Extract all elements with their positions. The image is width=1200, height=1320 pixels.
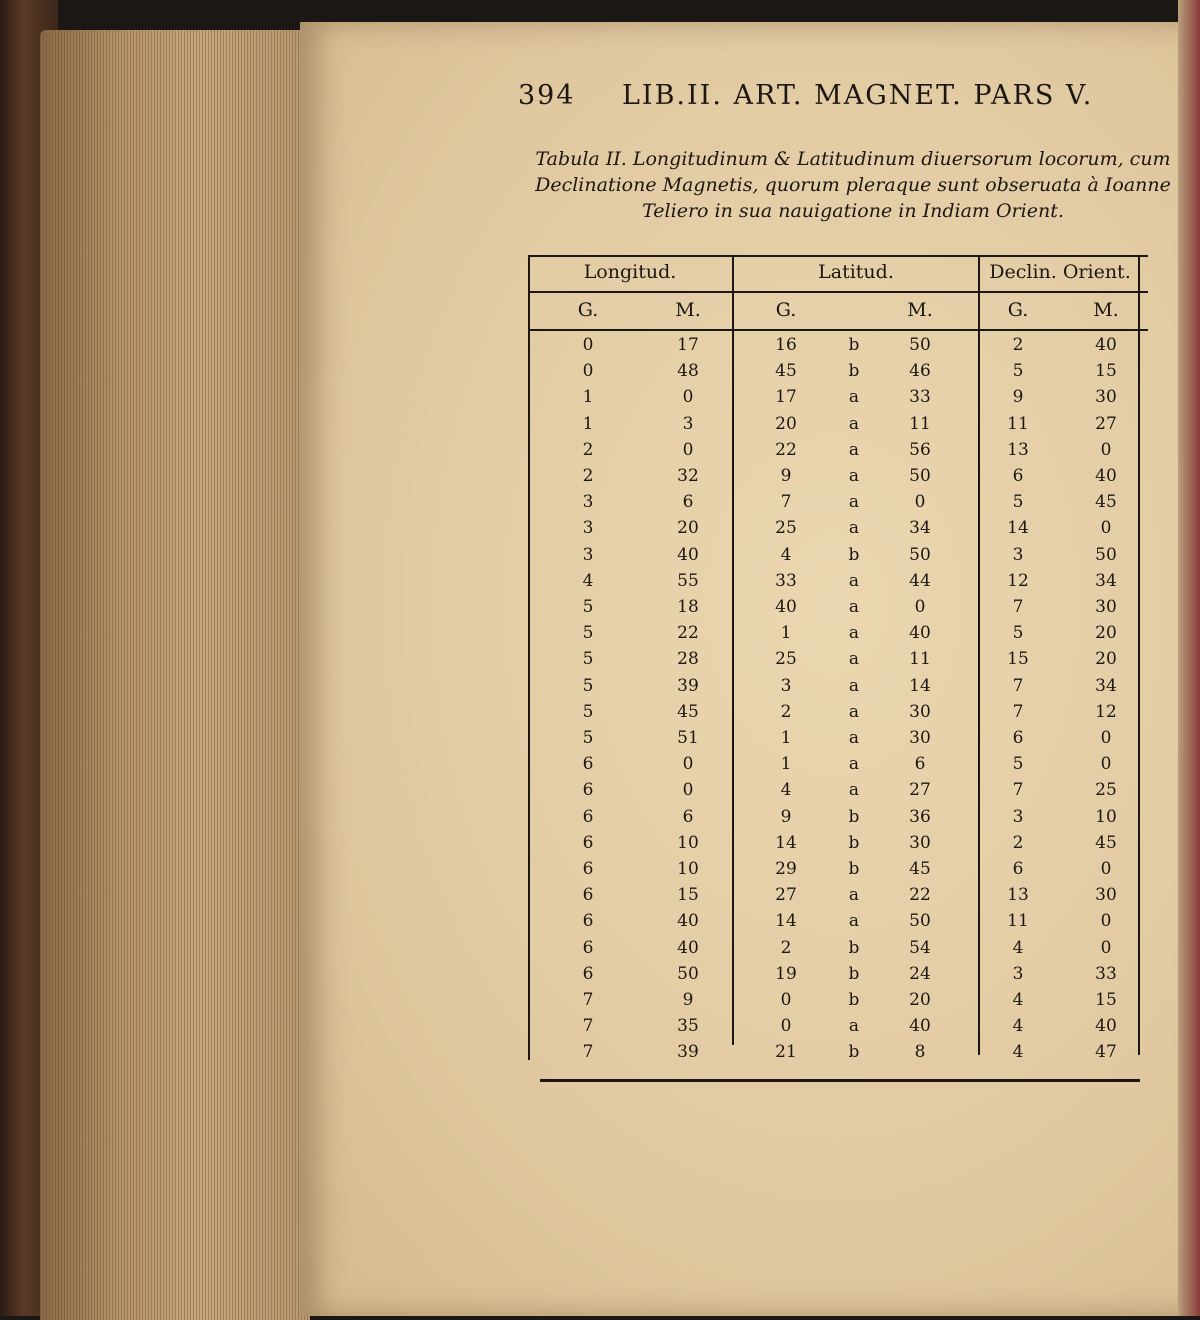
cell-latitude-minutes: 24: [909, 963, 931, 984]
cell-latitude-minutes: 11: [909, 413, 931, 434]
cell-declination-degrees: 9: [1012, 387, 1024, 408]
cell-declination-minutes: 0: [1100, 937, 1112, 958]
cell-declination-degrees: 12: [1007, 570, 1029, 591]
cell-latitude-minutes: 45: [909, 859, 931, 879]
cell-latitude-hemisphere: a: [848, 911, 860, 932]
cell-longitude-minutes: 35: [677, 1016, 699, 1037]
cell-declination-degrees: 4: [1012, 990, 1024, 1010]
cell-declination-minutes: 27: [1095, 413, 1117, 434]
cell-latitude-degrees: 0: [780, 1016, 792, 1037]
cell-declination-degrees: 7: [1012, 780, 1024, 801]
cell-longitude-degrees: 6: [582, 859, 594, 879]
cell-latitude-degrees: 7: [780, 492, 792, 513]
cell-latitude-minutes: 8: [914, 1042, 926, 1063]
cell-latitude-degrees: 4: [780, 780, 792, 801]
cell-declination-degrees: 6: [1012, 728, 1024, 748]
table-rule-bottom: [540, 1079, 1140, 1082]
cell-longitude-degrees: 5: [582, 675, 594, 696]
cell-latitude-minutes: 0: [914, 597, 926, 617]
cell-latitude-hemisphere: a: [848, 780, 860, 801]
cell-declination-minutes: 45: [1095, 492, 1117, 513]
cell-longitude-degrees: 4: [582, 570, 594, 591]
table-rule-top: [528, 255, 1148, 257]
cell-latitude-hemisphere: a: [848, 1016, 860, 1037]
group-header-latitude: Latitud.: [818, 261, 894, 283]
cell-longitude-degrees: 7: [582, 1016, 594, 1037]
cell-declination-degrees: 7: [1012, 701, 1024, 722]
cell-declination-degrees: 5: [1012, 623, 1024, 644]
cell-latitude-hemisphere: a: [848, 701, 860, 722]
cell-latitude-degrees: 2: [780, 937, 792, 958]
cell-latitude-minutes: 46: [909, 361, 931, 382]
cell-declination-minutes: 50: [1095, 544, 1117, 565]
cell-longitude-minutes: 6: [682, 492, 694, 513]
cell-latitude-minutes: 50: [909, 544, 931, 565]
cell-longitude-minutes: 15: [677, 885, 699, 906]
cell-longitude-minutes: 9: [682, 990, 694, 1010]
cell-latitude-minutes: 0: [914, 492, 926, 513]
cell-longitude-minutes: 40: [677, 911, 699, 932]
cell-declination-degrees: 7: [1012, 675, 1024, 696]
cell-longitude-degrees: 5: [582, 701, 594, 722]
cell-declination-degrees: 7: [1012, 597, 1024, 617]
cell-latitude-degrees: 1: [780, 754, 792, 775]
table-border-right: [1138, 255, 1140, 1055]
cell-longitude-minutes: 32: [677, 466, 699, 486]
cell-latitude-degrees: 3: [780, 675, 792, 696]
group-header-longitude: Longitud.: [583, 261, 677, 283]
cell-latitude-minutes: 30: [909, 728, 931, 748]
cell-longitude-minutes: 3: [682, 413, 694, 434]
cell-latitude-hemisphere: a: [848, 597, 860, 617]
cell-latitude-hemisphere: b: [848, 963, 860, 984]
cell-latitude-degrees: 1: [780, 728, 792, 748]
running-head-title: LIB.II. ART. MAGNET. PARS V.: [622, 80, 1094, 111]
cell-longitude-degrees: 6: [582, 963, 594, 984]
cell-latitude-hemisphere: b: [848, 1042, 860, 1063]
cell-longitude-degrees: 6: [582, 885, 594, 906]
cell-latitude-degrees: 45: [775, 361, 797, 382]
cell-latitude-hemisphere: b: [848, 937, 860, 958]
cell-latitude-hemisphere: b: [848, 335, 860, 355]
cell-latitude-minutes: 22: [909, 885, 931, 906]
cell-longitude-degrees: 6: [582, 937, 594, 958]
cell-latitude-degrees: 21: [775, 1042, 797, 1063]
cell-longitude-degrees: 2: [582, 439, 594, 460]
cell-longitude-degrees: 6: [582, 780, 594, 801]
cell-longitude-minutes: 10: [677, 859, 699, 879]
cell-longitude-degrees: 3: [582, 544, 594, 565]
cell-longitude-minutes: 0: [682, 387, 694, 408]
cell-declination-minutes: 33: [1095, 963, 1117, 984]
cell-latitude-degrees: 9: [780, 466, 792, 486]
cell-latitude-hemisphere: b: [848, 806, 860, 827]
cell-latitude-minutes: 33: [909, 387, 931, 408]
cell-longitude-minutes: 6: [682, 806, 694, 827]
cell-latitude-minutes: 11: [909, 649, 931, 670]
cell-declination-minutes: 47: [1095, 1042, 1117, 1063]
cell-latitude-minutes: 27: [909, 780, 931, 801]
cell-latitude-minutes: 34: [909, 518, 931, 539]
cell-latitude-degrees: 16: [775, 335, 797, 355]
cell-latitude-minutes: 20: [909, 990, 931, 1010]
subheader-declination-degrees: G.: [1007, 299, 1029, 321]
cell-longitude-degrees: 7: [582, 1042, 594, 1063]
table-rule-header: [528, 291, 1148, 293]
cell-declination-minutes: 20: [1095, 649, 1117, 670]
cell-latitude-degrees: 25: [775, 649, 797, 670]
cell-latitude-degrees: 9: [780, 806, 792, 827]
cell-latitude-minutes: 30: [909, 701, 931, 722]
cell-latitude-degrees: 29: [775, 859, 797, 879]
cell-declination-minutes: 15: [1095, 990, 1117, 1010]
cell-longitude-minutes: 17: [677, 335, 699, 355]
cell-longitude-degrees: 7: [582, 990, 594, 1010]
cell-latitude-minutes: 36: [909, 806, 931, 827]
table-divider-1: [732, 255, 734, 1045]
cell-declination-degrees: 13: [1007, 439, 1029, 460]
cell-declination-degrees: 11: [1007, 413, 1029, 434]
cell-declination-minutes: 0: [1100, 754, 1112, 775]
subheader-longitude-degrees: G.: [577, 299, 599, 321]
caption-line: Teliero in sua nauigatione in Indiam Orient.: [642, 200, 1064, 222]
cell-declination-minutes: 34: [1095, 570, 1117, 591]
cell-declination-degrees: 4: [1012, 937, 1024, 958]
cell-latitude-hemisphere: a: [848, 439, 860, 460]
cell-longitude-degrees: 2: [582, 466, 594, 486]
cell-declination-degrees: 11: [1007, 911, 1029, 932]
table-caption: [528, 146, 1178, 224]
cell-declination-minutes: 34: [1095, 675, 1117, 696]
cell-latitude-hemisphere: a: [848, 623, 860, 644]
cell-longitude-minutes: 39: [677, 675, 699, 696]
cell-latitude-minutes: 54: [909, 937, 931, 958]
subheader-latitude-degrees: G.: [775, 299, 797, 321]
cell-latitude-minutes: 40: [909, 1016, 931, 1037]
cell-latitude-hemisphere: a: [848, 466, 860, 486]
cell-declination-degrees: 6: [1012, 859, 1024, 879]
caption-line: Declinatione Magnetis, quorum pleraque sunt obseruata à Ioanne: [535, 174, 1171, 196]
cell-latitude-hemisphere: a: [848, 570, 860, 591]
cell-longitude-minutes: 40: [677, 937, 699, 958]
cell-latitude-degrees: 19: [775, 963, 797, 984]
cell-declination-minutes: 30: [1095, 597, 1117, 617]
cell-declination-minutes: 30: [1095, 885, 1117, 906]
cell-declination-minutes: 30: [1095, 387, 1117, 408]
cell-declination-degrees: 14: [1007, 518, 1029, 539]
cell-longitude-degrees: 1: [582, 413, 594, 434]
cell-latitude-minutes: 30: [909, 832, 931, 853]
cell-latitude-degrees: 4: [780, 544, 792, 565]
cell-declination-minutes: 0: [1100, 859, 1112, 879]
cell-latitude-minutes: 56: [909, 439, 931, 460]
cell-longitude-degrees: 5: [582, 597, 594, 617]
cell-declination-degrees: 3: [1012, 963, 1024, 984]
cell-longitude-degrees: 6: [582, 754, 594, 775]
cell-longitude-degrees: 5: [582, 728, 594, 748]
cell-latitude-minutes: 50: [909, 466, 931, 486]
cell-longitude-degrees: 6: [582, 806, 594, 827]
cell-longitude-minutes: 51: [677, 728, 699, 748]
cell-declination-degrees: 5: [1012, 754, 1024, 775]
cell-longitude-minutes: 55: [677, 570, 699, 591]
group-header-declination: Declin. Orient.: [989, 261, 1131, 283]
cell-declination-minutes: 45: [1095, 832, 1117, 853]
cell-latitude-hemisphere: a: [848, 518, 860, 539]
cell-declination-minutes: 40: [1095, 1016, 1117, 1037]
cell-longitude-minutes: 50: [677, 963, 699, 984]
cell-latitude-degrees: 2: [780, 701, 792, 722]
cell-longitude-degrees: 1: [582, 387, 594, 408]
cell-longitude-minutes: 48: [677, 361, 699, 382]
cell-declination-minutes: 0: [1100, 439, 1112, 460]
cell-latitude-degrees: 27: [775, 885, 797, 906]
cell-longitude-minutes: 0: [682, 780, 694, 801]
cell-declination-degrees: 5: [1012, 492, 1024, 513]
cell-declination-degrees: 2: [1012, 335, 1024, 355]
cell-longitude-minutes: 18: [677, 597, 699, 617]
cell-longitude-degrees: 0: [582, 361, 594, 382]
cell-longitude-minutes: 40: [677, 544, 699, 565]
cell-latitude-hemisphere: a: [848, 754, 860, 775]
cell-longitude-minutes: 20: [677, 518, 699, 539]
table-rule-subheader: [528, 329, 1148, 331]
cell-longitude-minutes: 0: [682, 439, 694, 460]
cell-longitude-degrees: 6: [582, 832, 594, 853]
cell-latitude-minutes: 44: [909, 570, 931, 591]
cell-longitude-minutes: 39: [677, 1042, 699, 1063]
cell-declination-degrees: 4: [1012, 1016, 1024, 1037]
page-number: 394: [518, 80, 576, 111]
cell-longitude-minutes: 10: [677, 832, 699, 853]
cell-latitude-minutes: 40: [909, 623, 931, 644]
cell-longitude-degrees: 5: [582, 623, 594, 644]
cell-longitude-degrees: 3: [582, 518, 594, 539]
cell-latitude-hemisphere: b: [848, 859, 860, 879]
facing-page-edge: [1178, 0, 1200, 1316]
cell-latitude-degrees: 20: [775, 413, 797, 434]
cell-latitude-hemisphere: a: [848, 885, 860, 906]
subheader-longitude-minutes: M.: [675, 299, 701, 321]
subheader-declination-minutes: M.: [1093, 299, 1119, 321]
cell-latitude-degrees: 33: [775, 570, 797, 591]
cell-latitude-degrees: 22: [775, 439, 797, 460]
cell-longitude-minutes: 28: [677, 649, 699, 670]
cell-declination-minutes: 25: [1095, 780, 1117, 801]
cell-latitude-minutes: 14: [909, 675, 931, 696]
cell-latitude-hemisphere: b: [848, 361, 860, 382]
cell-latitude-hemisphere: b: [848, 544, 860, 565]
cell-declination-minutes: 20: [1095, 623, 1117, 644]
cell-declination-minutes: 12: [1095, 701, 1117, 722]
cell-declination-degrees: 5: [1012, 361, 1024, 382]
cell-longitude-degrees: 0: [582, 335, 594, 355]
page-block-edges: [40, 30, 310, 1320]
cell-declination-degrees: 6: [1012, 466, 1024, 486]
cell-declination-degrees: 13: [1007, 885, 1029, 906]
cell-latitude-hemisphere: a: [848, 492, 860, 513]
cell-latitude-minutes: 50: [909, 911, 931, 932]
cell-latitude-hemisphere: a: [848, 649, 860, 670]
cell-declination-minutes: 0: [1100, 728, 1112, 748]
cell-declination-minutes: 10: [1095, 806, 1117, 827]
cell-declination-degrees: 2: [1012, 832, 1024, 853]
cell-latitude-degrees: 1: [780, 623, 792, 644]
cell-declination-degrees: 15: [1007, 649, 1029, 670]
cell-latitude-degrees: 40: [775, 597, 797, 617]
cell-latitude-hemisphere: a: [848, 728, 860, 748]
cell-longitude-degrees: 3: [582, 492, 594, 513]
table-divider-2: [978, 255, 980, 1055]
cell-latitude-hemisphere: a: [848, 387, 860, 408]
cell-latitude-degrees: 25: [775, 518, 797, 539]
cell-declination-minutes: 40: [1095, 335, 1117, 355]
cell-latitude-minutes: 6: [914, 754, 926, 775]
cell-latitude-hemisphere: a: [848, 675, 860, 696]
cell-declination-degrees: 3: [1012, 806, 1024, 827]
cell-longitude-degrees: 5: [582, 649, 594, 670]
cell-latitude-degrees: 17: [775, 387, 797, 408]
cell-longitude-minutes: 0: [682, 754, 694, 775]
cell-latitude-degrees: 14: [775, 911, 797, 932]
caption-line: Tabula II. Longitudinum & Latitudinum diuersorum locorum, cum: [535, 148, 1171, 170]
cell-latitude-degrees: 0: [780, 990, 792, 1010]
cell-latitude-hemisphere: a: [848, 413, 860, 434]
cell-declination-degrees: 4: [1012, 1042, 1024, 1063]
cell-latitude-hemisphere: b: [848, 832, 860, 853]
cell-declination-degrees: 3: [1012, 544, 1024, 565]
declination-table: [528, 255, 1148, 1087]
cell-declination-minutes: 0: [1100, 911, 1112, 932]
cell-declination-minutes: 15: [1095, 361, 1117, 382]
cell-longitude-minutes: 22: [677, 623, 699, 644]
cell-latitude-minutes: 50: [909, 335, 931, 355]
table-border-left: [528, 255, 530, 1060]
cell-latitude-degrees: 14: [775, 832, 797, 853]
cell-latitude-hemisphere: b: [848, 990, 860, 1010]
cell-declination-minutes: 40: [1095, 466, 1117, 486]
cell-longitude-degrees: 6: [582, 911, 594, 932]
cell-declination-minutes: 0: [1100, 518, 1112, 539]
subheader-latitude-minutes: M.: [907, 299, 933, 321]
cell-longitude-minutes: 45: [677, 701, 699, 722]
